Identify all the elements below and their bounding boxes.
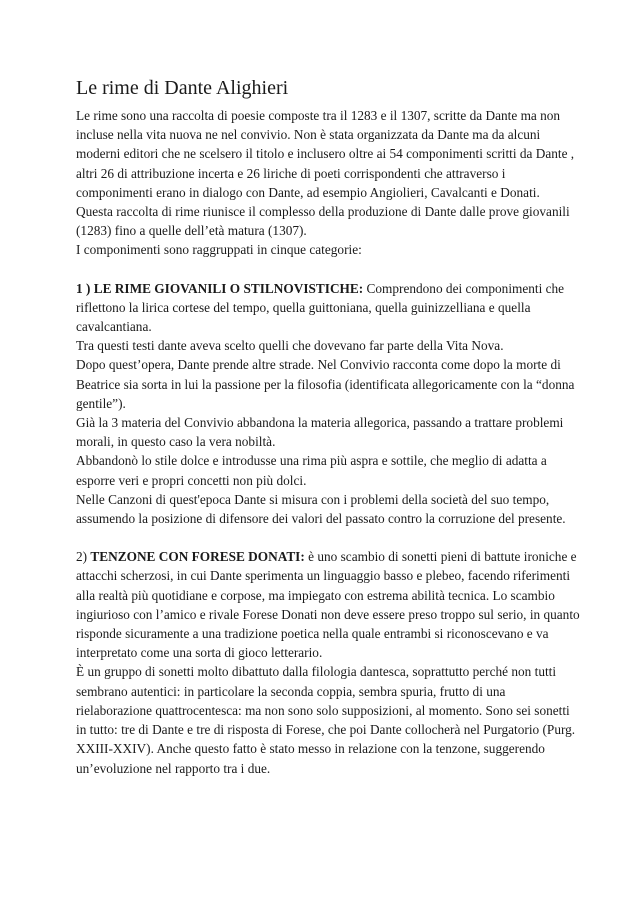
section-1-paragraph-3: Già la 3 materia del Convivio abbandona la materia allegorica, passando a trattare problemi morali, in questo caso la vera nobiltà. (76, 415, 564, 450)
section-1-lead (76, 279, 580, 337)
section-2-lead (76, 547, 580, 662)
spacer (76, 528, 580, 547)
section-1-paragraph-2: Dopo quest’opera, Dante prende altre strade. Nel Convivio racconta come dopo la morte di Beatrice sia sorta in lui la passione per la filosofia (identificata allegoricamente con la “donna gentile”). (76, 357, 575, 411)
spacer (76, 260, 580, 279)
intro-paragraph-1: Le rime sono una raccolta di poesie composte tra il 1283 e il 1307, scritte da Dante ma non incluse nella vita nuova ne nel convivio. Non è stata organizzata da Dante ma da alcuni moderni editori che ne scelsero il titolo e inclusero oltre ai 54 componimenti scritti da Dante , altri 26 di attribuzione incerta e 26 liriche di poeti corrispondenti che attraverso i componimenti erano in dialogo con Dante, ad esempio Angiolieri, Cavalcanti e Donati. (76, 108, 575, 200)
section-1-paragraph-1: Tra questi testi dante aveva scelto quelli che dovevano far parte della Vita Nova. (76, 338, 504, 354)
section-1-lead-text: Comprendono dei componimenti che riflettono la lirica cortese del tempo, quella guittoniana, quella guinizzelliana e quella cavalcantiana. (76, 280, 565, 335)
intro-paragraph-3: I componimenti sono raggruppati in cinque categorie: (76, 242, 362, 258)
section-2-paragraph-1: È un gruppo di sonetti molto dibattuto dalla filologia dantesca, soprattutto perché non tutti sembrano autentici: in particolare la seconda coppia, sembra spuria, frutto di una rielaborazione quattrocentesca: ma non sono solo supposizioni, al momento. Sono sei sonetti in tutto: tre di Dante e tre di risposta di Forese, che poi Dante collocherà nel Purgatorio (Purg. XXIII-XXIV). Anche questo fatto è stato messo in relazione con la tenzone, suggerendo un’evoluzione nel rapporto tra i due. (76, 664, 576, 776)
section-2-lead-text: è uno scambio di sonetti pieni di battute ironiche e attacchi scherzosi, in cui Dante sperimenta un linguaggio basso e plebeo, facendo riferimenti alla realtà più quotidiane e corpose, ma impiegato con estrema abilità tecnica. Lo scambio ingiurioso con l’amico e rivale Forese Donati non deve essere preso troppo sul serio, in quanto risponde sicuramente a una tradizione poetica nella quale entrambi si riconoscevano e va interpretato come una sorta di gioco letterario. (76, 549, 580, 661)
section-2-heading: TENZONE CON FORESE DONATI: (90, 549, 305, 565)
document-title: Le rime di Dante Alighieri (76, 77, 289, 99)
section-2-number: 2) (76, 549, 91, 565)
section-1-paragraph-5: Nelle Canzoni di quest'epoca Dante si misura con i problemi della società del suo tempo, assumendo la posizione di difensore dei valori del passato contro la corruzione del presente. (76, 491, 566, 527)
intro-paragraph-2: Questa raccolta di rime riunisce il complesso della produzione di Dante dalle prove giovanili (1283) fino a quelle dell’età matura (1307). (76, 204, 570, 239)
section-1-paragraph-4: Abbandonò lo stile dolce e introdusse una rima più aspra e sottile, che meglio di adatta a esporre veri e propri concetti non più dolci. (76, 453, 547, 488)
section-1-heading: 1 ) LE RIME GIOVANILI O STILNOVISTICHE: (76, 280, 364, 296)
